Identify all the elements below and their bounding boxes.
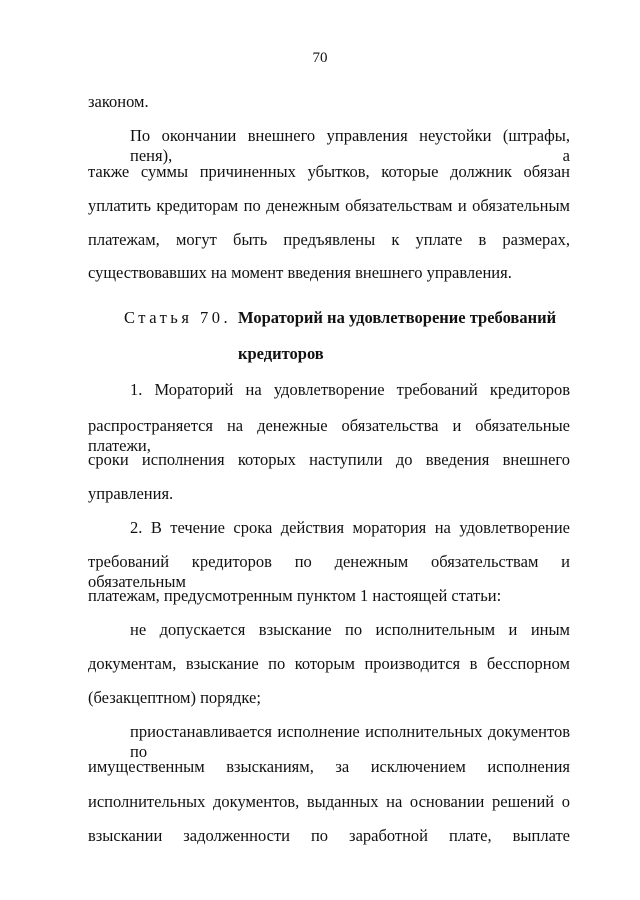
text-line: существовавших на момент введения внешнего управления. [88,263,512,282]
text-line: управления. [88,484,174,503]
paragraph-first-line: приостанавливается исполнение исполнительных документов по [130,722,570,761]
page-number: 70 [312,50,328,66]
paragraph-first-line: 2. В течение срока действия моратория на удовлетворение [130,518,570,537]
article-label: Статья 70. [124,308,232,327]
text-line: платежам, предусмотренным пунктом 1 настоящей статьи: [88,586,502,605]
text-line: документам, взыскание по которым производится в бесспорном [88,654,570,673]
text-line: также суммы причиненных убытков, которые должник обязан [88,162,570,181]
paragraph-first-line: 1. Мораторий на удовлетворение требований кредиторов [130,380,570,399]
text-line: распространяется на денежные обязательства и обязательные платежи, [88,416,570,455]
paragraph-first-line: По окончании внешнего управления неустойки (штрафы, пеня), а [130,126,570,165]
text-line: исполнительных документов, выданных на основании решений о [88,792,570,811]
text-line: сроки исполнения которых наступили до введения внешнего [88,450,570,469]
text-line: имущественным взысканиям, за исключением исполнения [88,757,570,776]
text-line: платежам, могут быть предъявлены к уплате в размерах, [88,230,570,249]
text-line: (безакцептном) порядке; [88,688,261,707]
article-title: Мораторий на удовлетворение требований [238,308,557,327]
article-title-continued: кредиторов [238,344,324,363]
text-line: требований кредиторов по денежным обязательствам и обязательным [88,552,570,591]
paragraph-first-line: не допускается взыскание по исполнительным и иным [130,620,570,639]
text-line: законом. [88,92,149,111]
text-line: уплатить кредиторам по денежным обязательствам и обязательным [88,196,570,215]
text-line: взыскании задолженности по заработной плате, выплате [88,826,570,845]
